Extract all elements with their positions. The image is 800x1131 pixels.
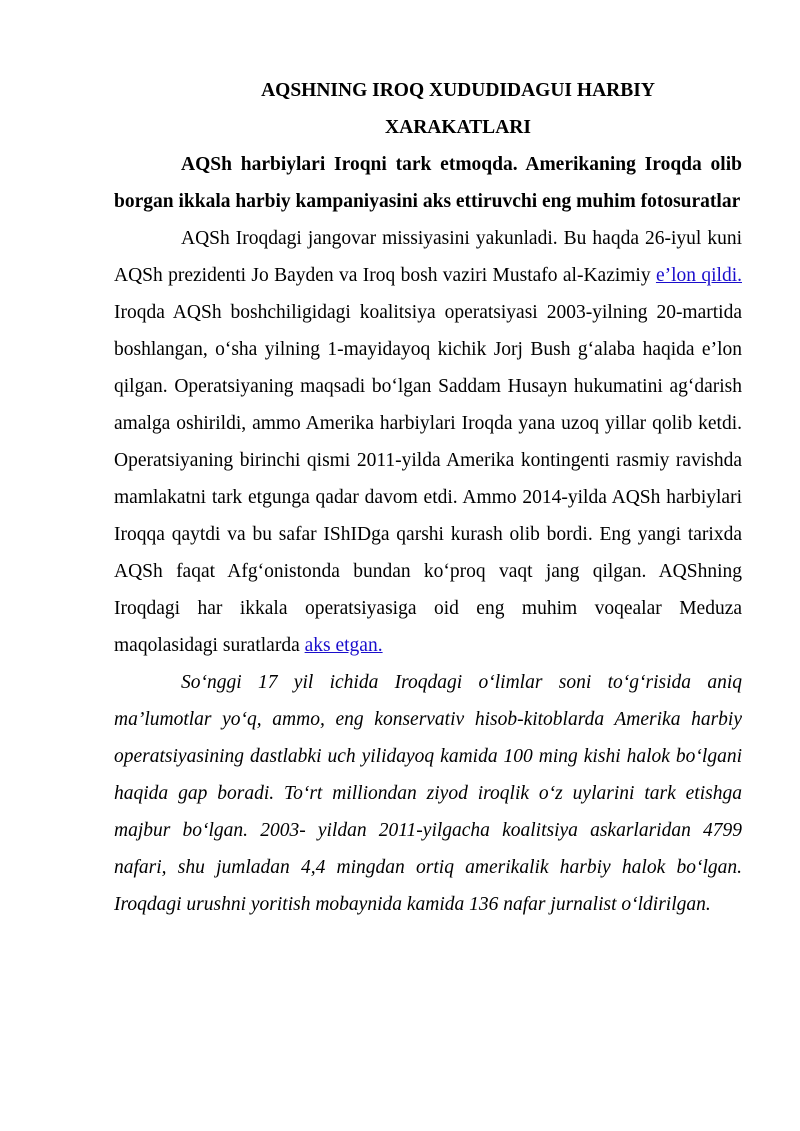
title-line-2: XARAKATLARI [385,117,531,138]
meduza-photos-link[interactable]: aks etgan. [304,635,383,656]
lead-paragraph: AQSh harbiylari Iroqni tark etmoqda. Amerikaning Iroqda olib borgan ikkala harbiy kampaniyasini aks ettiruvchi eng muhim fotosuratlar [114,154,742,212]
title-line-1: AQSHNING IROQ XUDUDIDAGUI HARBIY [261,80,655,101]
paragraph-1-text-b: Iroqda AQSh boshchiligidagi koalitsiya operatsiyasi 2003-yilning 20-martida boshlangan, o‘sha yilning 1-mayidayoq kichik Jorj Bush g‘alaba haqida e’lon qilgan. Operatsiyaning maqsadi bo‘lgan Saddam Husayn hukumatini ag‘darish amalga oshirildi, ammo Amerika harbiylari Iroqda yana uzoq yillar qolib ketdi. Operatsiyaning birinchi qismi 2011-yilda Amerika kontingenti rasmiy ravishda mamlakatni tark etgunga qadar davom etdi. Ammo 2014-yilda AQSh harbiylari Iroqqa qaytdi va bu safar IShIDga qarshi kurash olib bordi. Eng yangi tarixda AQSh faqat Afg‘onistonda bundan ko‘proq vaqt jang qilgan. AQShning Iroqdagi har ikkala operatsiyasiga oid eng muhim voqealar Meduza maqolasidagi suratlarda [114,302,742,656]
paragraph-1-text-a: AQSh Iroqdagi jangovar missiyasini yakunladi. Bu haqda 26-iyul kuni AQSh prezidenti Jo Bayden va Iroq bosh vaziri Mustafo al-Kazimiy [114,228,742,286]
body-paragraph-2: So‘nggi 17 yil ichida Iroqdagi o‘limlar soni to‘g‘risida aniq ma’lumotlar yo‘q, ammo, eng konservativ hisob-kitoblarda Amerika harbiy operatsiyasining dastlabki uch yilidayoq kamida 100 ming kishi halok bo‘lgani haqida gap boradi. To‘rt milliondan ziyod iroqlik o‘z uylarini tark etishga majbur bo‘lgan. 2003- yildan 2011-yilgacha koalitsiya askarlaridan 4799 nafari, shu jumladan 4,4 mingdan ortiq amerikalik harbiy halok bo‘lgan. Iroqdagi urushni yoritish mobaynida kamida 136 nafar jurnalist o‘ldirilgan. [114,672,742,915]
announcement-link[interactable]: e’lon qildi. [655,265,742,286]
document-page [114,72,742,923]
document-title [114,72,742,146]
body-paragraph-1 [114,220,742,664]
